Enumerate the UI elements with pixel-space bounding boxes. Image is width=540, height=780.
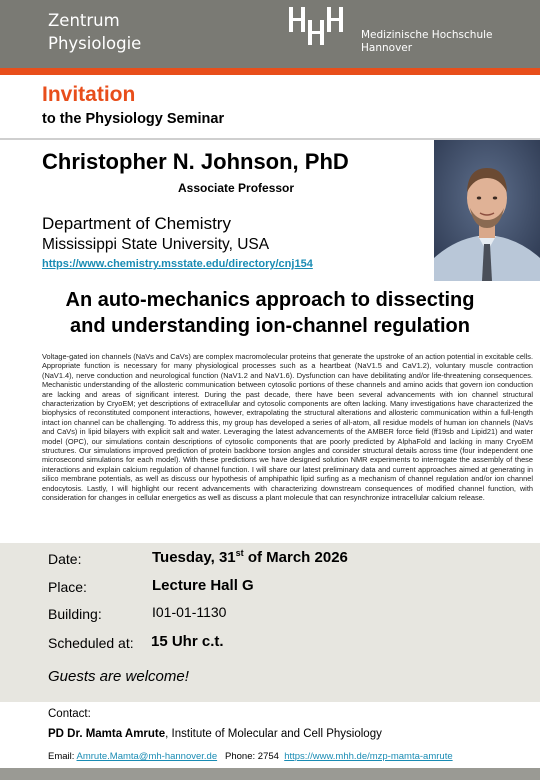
guests-welcome: Guests are welcome! — [48, 668, 189, 685]
email-label: Email: — [48, 751, 77, 762]
scheduled-value: 15 Uhr c.t. — [151, 633, 224, 650]
date-label: Date: — [48, 551, 82, 567]
speaker-university: Mississippi State University, USA — [42, 236, 270, 253]
contact-details — [48, 751, 453, 762]
building-label: Building: — [48, 606, 102, 622]
center-name — [48, 9, 141, 55]
talk-title — [0, 287, 540, 339]
speaker-profile-link[interactable]: https://www.chemistry.msstate.edu/directory/cnj154 — [42, 258, 313, 270]
date-value — [152, 548, 348, 566]
contact-person-name: PD Dr. Mamta Amrute — [48, 728, 166, 740]
building-value: I01-01-1130 — [152, 604, 227, 620]
place-label: Place: — [48, 579, 87, 595]
contact-person — [48, 728, 382, 740]
date-value-suffix: st — [235, 548, 244, 558]
phone-text: Phone: 2754 — [225, 751, 279, 762]
invitation-title: Invitation — [42, 83, 136, 106]
institution-name-line1: Medizinische Hochschule — [361, 29, 493, 41]
speaker-department: Department of Chemistry — [42, 214, 231, 233]
talk-title-line2: and understanding ion-channel regulation — [69, 315, 470, 337]
contact-label: Contact: — [48, 708, 91, 720]
scheduled-label: Scheduled at: — [48, 635, 134, 651]
speaker-name: Christopher N. Johnson, PhD — [42, 149, 349, 174]
place-value: Lecture Hall G — [152, 577, 254, 594]
accent-bar — [0, 68, 540, 75]
institution-name — [361, 29, 492, 55]
talk-title-line1: An auto-mechanics approach to dissecting — [65, 289, 475, 311]
speaker-position: Associate Professor — [178, 181, 295, 195]
footer-bar — [0, 768, 540, 780]
date-value-day: Tuesday, 31 — [152, 549, 236, 566]
contact-page-link[interactable]: https://www.mhh.de/mzp-mamta-amrute — [284, 751, 453, 762]
email-link[interactable]: Amrute.Mamta@mh-hannover.de — [76, 751, 218, 762]
talk-abstract: Voltage-gated ion channels (NaVs and CaVs) are complex macromolecular proteins that generate the upstroke of an action potential in excitable cells. Appropriate function is necessary for many physiological processes such as a heartbeat (NaV1.5 and CaV1.2), voluntary muscle contraction (NaV1.4), nerve conduction and neurological function (NaV1.2 and NaV1.6). Dysfunction can have debilitating and/or life-threatening consequences. Mechanistic understanding of the allosteric communication between cytosolic portions of these channels and amino acids that govern ion conduction are lacking and areas of significant interest. During the past decade, there have been several advancements with ion channel structural characterization by CryoEM; yet descriptions of extracellular and cytosolic components are often lacking. Many investigations have characterized the biophysics of reconstituted component interactions, however, extrapolating the structural alterations and allosteric communication within a full-length intact ion channel can be challenging. To address this, my group has developed a series of all-atom, all residue models of human ion channels (NaVs and CaVs) in lipid bilayers with explicit salt and water. Leveraging the latest advancements of the AMBER force field (ff19sb and Lipid21) and water model (OPC), our simulations contain descriptions of cytosolic components that are poorly predicted by AlphaFold and lacking in many CryoEM structures. Our simulations improved prediction of protein backbone torsion angles and consider structural details across time (four independent one microsecond simulations for each model). With these predictions we have designed solution NMR experiments to interrogate the assembly of these interactions and explain calcium regulation of channel function. I will share our latest preliminary data and current approaches aimed at generating in silico membrane potentials, as well as discuss our hypothesis of amphipathic lipid surfing as a mechanism of channel regulation and/or ion channel endocytosis. Lastly, I will highlight our recent advancements with characterizing downstream consequences of modified channel function, with consideration for changes in cellular energetics as well as discuss a plant molecule that can resynchronize intracellular calcium release. — [42, 352, 533, 503]
institution-name-line2: Hannover — [361, 42, 413, 54]
contact-person-affiliation: , Institute of Molecular and Cell Physiology — [165, 728, 382, 740]
center-name-line1: Zentrum — [48, 11, 120, 30]
header-bar — [0, 0, 540, 68]
mhh-logo-icon — [289, 6, 355, 46]
date-value-month: of March 2026 — [243, 549, 348, 566]
speaker-photo — [434, 140, 540, 281]
invitation-subtitle: to the Physiology Seminar — [42, 111, 225, 127]
center-name-line2: Physiologie — [48, 34, 142, 53]
